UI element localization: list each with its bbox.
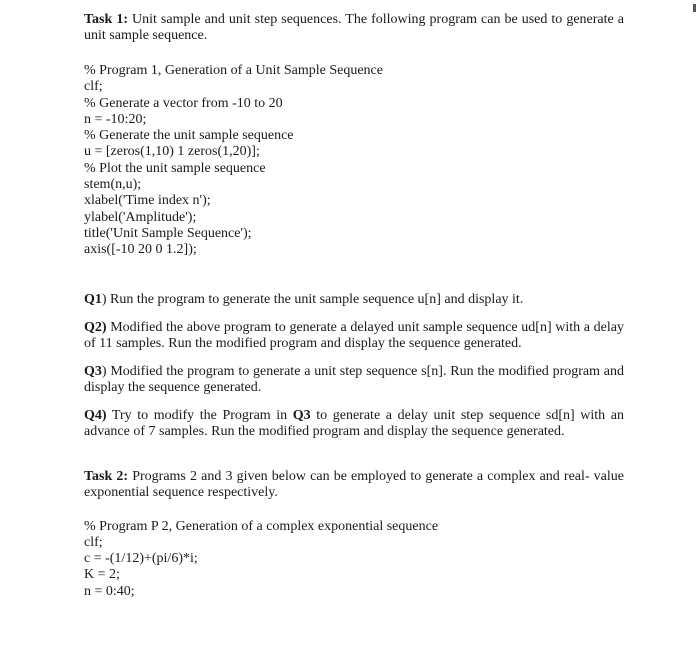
code-line: u = [zeros(1,10) 1 zeros(1,20)];	[84, 144, 260, 160]
code-line: xlabel('Time index n');	[84, 193, 211, 209]
code-line: clf;	[84, 79, 103, 95]
question-4-ref: Q3	[292, 407, 311, 423]
question-1-label: Q1	[84, 291, 102, 307]
code-line: K = 2;	[84, 567, 120, 583]
code-line: % Plot the unit sample sequence	[84, 160, 266, 176]
document-page	[84, 12, 624, 600]
question-4-text-after: to generate a delay unit step sequence sd[n] with an advance of 7 samples. Run the modified program and display the sequence generated.	[84, 407, 624, 439]
question-4	[84, 408, 624, 440]
code-line: axis([-10 20 0 1.2]);	[84, 242, 197, 258]
task1-text: Unit sample and unit step sequences. The following program can be used to generate a unit sample sequence.	[84, 12, 624, 43]
code-line: stem(n,u);	[84, 177, 142, 193]
question-3	[84, 364, 624, 396]
code-line: % Generate a vector from -10 to 20	[84, 95, 283, 111]
code-line: title('Unit Sample Sequence');	[84, 225, 252, 241]
task2-label: Task 2:	[84, 468, 129, 484]
question-3-text: ) Modified the program to generate a unit step sequence s[n]. Run the modified program and display the sequence generated.	[84, 363, 624, 395]
program2-code	[84, 519, 624, 600]
task2-paragraph	[84, 469, 624, 501]
code-line: n = 0:40;	[84, 583, 135, 599]
code-line: % Program P 2, Generation of a complex exponential sequence	[84, 518, 439, 534]
task2-text: Programs 2 and 3 given below can be employed to generate a complex and real- value exponential sequence respectively.	[84, 468, 624, 500]
question-2	[84, 320, 624, 352]
scroll-indicator	[693, 4, 696, 12]
code-line: % Program 1, Generation of a Unit Sample Sequence	[84, 63, 383, 78]
question-1-text: ) Run the program to generate the unit sample sequence u[n] and display it.	[101, 291, 524, 307]
code-line: c = -(1/12)+(pi/6)*i;	[84, 551, 198, 567]
task1-paragraph	[84, 12, 624, 44]
question-4-text-before: Try to modify the Program in	[106, 407, 293, 423]
program1-code	[84, 63, 624, 259]
code-line: n = -10:20;	[84, 111, 147, 127]
task1-label: Task 1:	[84, 12, 128, 27]
question-1	[84, 292, 624, 308]
question-2-label: Q2)	[84, 319, 107, 335]
code-line: % Generate the unit sample sequence	[84, 128, 294, 144]
question-4-label: Q4)	[84, 407, 107, 423]
question-2-text: Modified the above program to generate a delayed unit sample sequence ud[n] with a delay of 11 samples. Run the modified program and display the sequence generated.	[84, 319, 624, 351]
code-line: ylabel('Amplitude');	[84, 209, 197, 225]
question-3-label: Q3	[84, 363, 102, 379]
code-line: clf;	[84, 534, 103, 550]
